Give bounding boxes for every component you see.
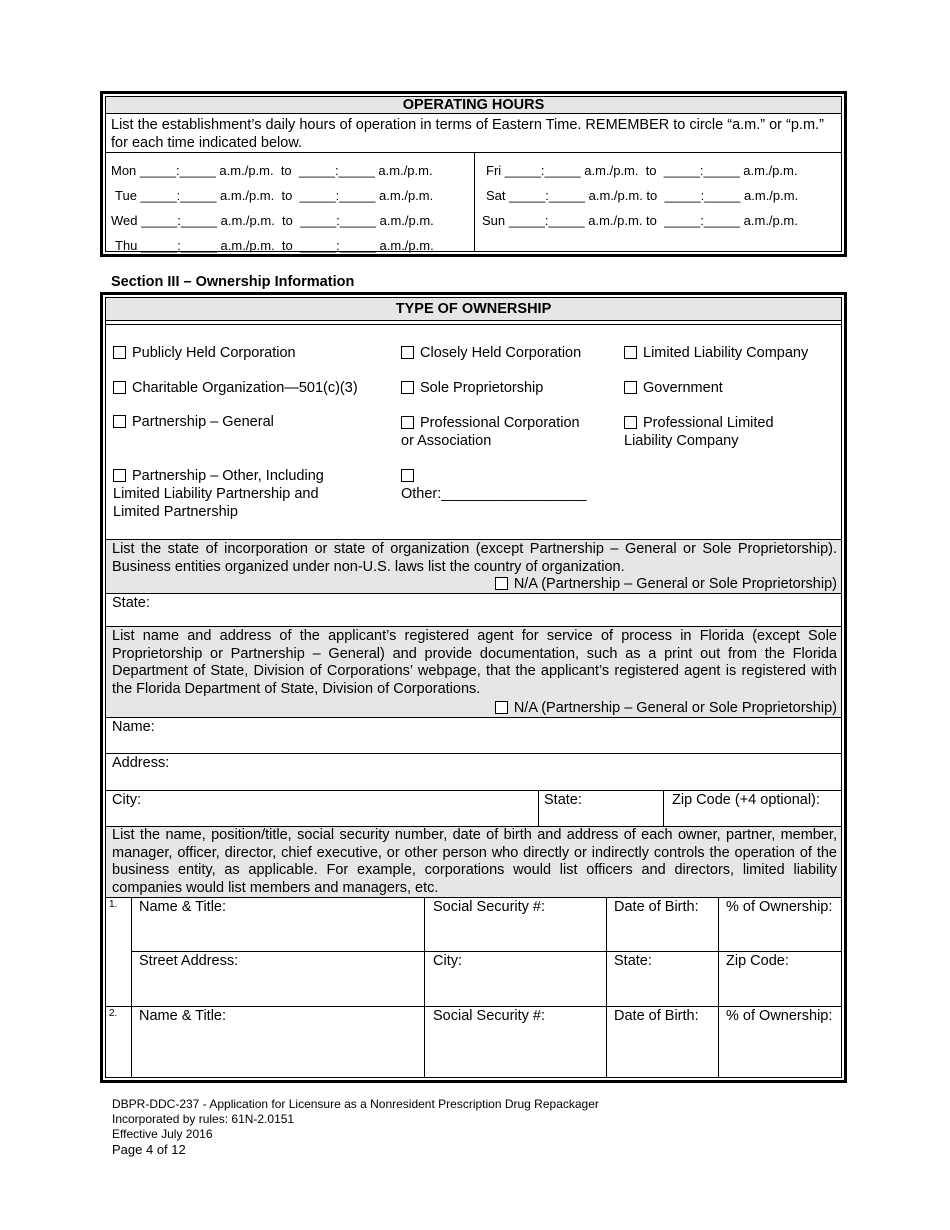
owner-1-dob[interactable]: Date of Birth: (614, 899, 699, 915)
agent-na-option[interactable]: N/A (Partnership – General or Sole Proprietorship) (495, 700, 837, 717)
agent-state-label[interactable]: State: (544, 792, 582, 808)
incorporation-state-label[interactable]: State: (112, 595, 150, 611)
option-charitable[interactable]: Charitable Organization—501(c)(3) (113, 380, 358, 396)
owner-1-pct[interactable]: % of Ownership: (726, 899, 833, 915)
owner-1-name-title[interactable]: Name & Title: (139, 899, 227, 915)
incorporation-instructions: List the state of incorporation or state of organization (except Partnership – General or Sole Proprietorship). Business entities organized under non-U.S. laws list the country of organization. (112, 541, 837, 575)
owner-row-1-number: 1. (109, 899, 118, 910)
section-3-title: Section III – Ownership Information (111, 274, 355, 290)
checkbox[interactable] (113, 346, 126, 359)
option-publicly-held[interactable]: Publicly Held Corporation (113, 345, 296, 361)
option-government[interactable]: Government (624, 380, 723, 396)
checkbox[interactable] (624, 346, 637, 359)
footer-effective-date: Effective July 2016 (112, 1127, 213, 1141)
hours-thu[interactable]: Thu _____:_____ a.m./p.m. to _____:_____ a.m./p.m. (115, 238, 434, 253)
footer-form-title: DBPR-DDC-237 - Application for Licensure as a Nonresident Prescription Drug Repackager (112, 1097, 599, 1111)
owner-1-zip[interactable]: Zip Code: (726, 953, 789, 969)
checkbox[interactable] (624, 416, 637, 429)
ownership-title: TYPE OF OWNERSHIP (106, 298, 841, 321)
checkbox[interactable] (113, 469, 126, 482)
owner-2-ssn[interactable]: Social Security #: (433, 1008, 546, 1024)
agent-zip-label[interactable]: Zip Code (+4 optional): (672, 792, 820, 808)
owner-2-name-title[interactable]: Name & Title: (139, 1008, 227, 1024)
footer-page-number: Page 4 of 12 (112, 1142, 186, 1157)
checkbox[interactable] (495, 577, 508, 590)
owner-2-pct[interactable]: % of Ownership: (726, 1008, 833, 1024)
hours-sat[interactable]: Sat _____:_____ a.m./p.m. to _____:_____ a.m./p.m. (486, 188, 799, 203)
ownership-box (100, 292, 847, 1083)
agent-city-label[interactable]: City: (112, 792, 141, 808)
other-field[interactable]: Other:__________________ (401, 486, 587, 502)
option-prof-llc[interactable]: Professional Limited Liability Company (624, 415, 774, 449)
registered-agent-instructions: List name and address of the applicant’s registered agent for service of process in Florida (except Sole Proprietorship or Partnership – General) and provide documentation, such as a print out from the Florida Department of State, Division of Corporations’ webpage, that the applicant’s registered agent is registered with the Florida Department of State, Division of Corporations. (112, 628, 837, 697)
agent-name-label[interactable]: Name: (112, 719, 155, 735)
owner-2-dob[interactable]: Date of Birth: (614, 1008, 699, 1024)
hours-wed[interactable]: Wed _____:_____ a.m./p.m. to _____:_____ a.m./p.m. (111, 213, 434, 228)
operating-hours-box (100, 91, 847, 257)
checkbox[interactable] (401, 346, 414, 359)
option-closely-held[interactable]: Closely Held Corporation (401, 345, 581, 361)
checkbox[interactable] (401, 381, 414, 394)
option-llc[interactable]: Limited Liability Company (624, 345, 808, 361)
hours-fri[interactable]: Fri _____:_____ a.m./p.m. to _____:_____ a.m./p.m. (486, 163, 798, 178)
checkbox[interactable] (401, 469, 414, 482)
checkbox[interactable] (401, 416, 414, 429)
checkbox[interactable] (495, 701, 508, 714)
page-footer (112, 1097, 599, 1157)
owner-1-city[interactable]: City: (433, 953, 462, 969)
option-partnership-general[interactable]: Partnership – General (113, 414, 274, 430)
incorporation-na-option[interactable]: N/A (Partnership – General or Sole Proprietorship) (495, 576, 837, 593)
hours-mon[interactable]: Mon _____:_____ a.m./p.m. to _____:_____ a.m./p.m. (111, 163, 433, 178)
footer-rules: Incorporated by rules: 61N-2.0151 (112, 1112, 295, 1126)
hours-tue[interactable]: Tue _____:_____ a.m./p.m. to _____:_____ a.m./p.m. (115, 188, 434, 203)
checkbox[interactable] (624, 381, 637, 394)
option-partnership-other[interactable]: Partnership – Other, Including Limited Liability Partnership and Limited Partnership (113, 468, 324, 520)
hours-sun[interactable]: Sun _____:_____ a.m./p.m. to _____:_____ a.m./p.m. (482, 213, 798, 228)
checkbox[interactable] (113, 381, 126, 394)
owner-row-2-number: 2. (109, 1008, 118, 1019)
option-sole-prop[interactable]: Sole Proprietorship (401, 380, 543, 396)
checkbox[interactable] (113, 415, 126, 428)
agent-address-label[interactable]: Address: (112, 755, 170, 771)
option-other[interactable] (401, 467, 586, 503)
owners-instructions: List the name, position/title, social security number, date of birth and address of each owner, partner, member, manager, officer, director, chief executive, or other person who directly or indirectly controls the operation of the business entity, as applicable. For example, corporations would list officers and directors, limited liability companies would list members and managers, etc. (112, 827, 837, 896)
owner-1-street[interactable]: Street Address: (139, 953, 239, 969)
owner-1-state[interactable]: State: (614, 953, 652, 969)
owner-1-ssn[interactable]: Social Security #: (433, 899, 546, 915)
operating-hours-title: OPERATING HOURS (106, 97, 841, 114)
operating-hours-instructions: List the establishment’s daily hours of operation in terms of Eastern Time. REMEMBER to circle “a.m.” or “p.m.” for each time indicated below. (111, 117, 824, 151)
option-prof-corp[interactable]: Professional Corporation or Association (401, 415, 580, 449)
